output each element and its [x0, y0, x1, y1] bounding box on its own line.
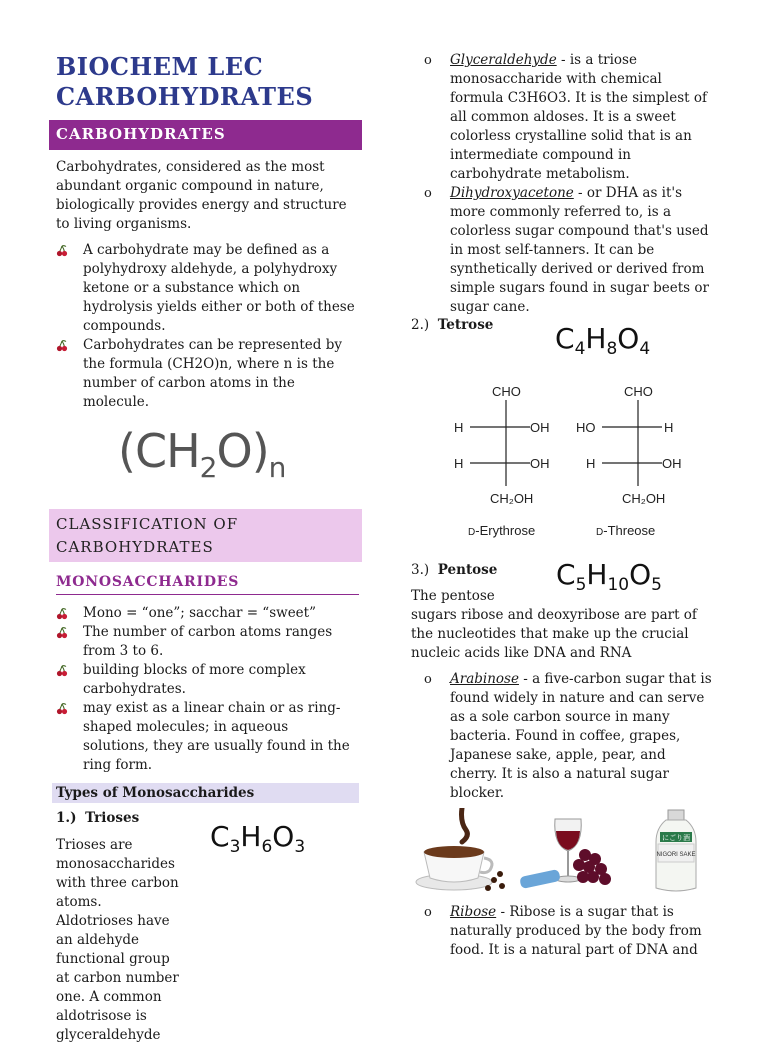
- sake-label-top: にごり酒: [662, 834, 690, 842]
- glossary-term: Glyceraldehyde: [450, 52, 557, 68]
- cherry-icon: [56, 245, 68, 257]
- mono-bullet-list: [56, 604, 356, 775]
- erythrose-ch2oh-label: CH₂OH: [490, 491, 534, 506]
- threose-h-label: H: [664, 420, 674, 435]
- pentose-heading: [411, 561, 497, 580]
- circle-bullet-icon: o: [424, 905, 432, 920]
- erythrose-cho-label: CHO: [492, 384, 521, 399]
- bullet-text: A carbohydrate may be defined as a polyhydroxy aldehyde, a polyhydroxy ketone or a substance which on hydrolysis yields either or both of these compounds.: [83, 242, 355, 334]
- formula-subscript: 6: [261, 837, 273, 857]
- sake-bottle-image: [652, 808, 700, 894]
- cherry-icon: [56, 340, 68, 352]
- formula-subscript: 8: [606, 339, 618, 359]
- formula-part: H: [585, 322, 607, 355]
- section-number: 3.): [411, 562, 430, 578]
- pentose-paragraph: [411, 587, 711, 663]
- term-definition: - is a triose monosaccharide with chemical formula C3H6O3. It is the simplest of all common aldoses. It is a sweet colorless crystalline solid that is an intermediate compound in carbohydrate metabolism.: [450, 52, 708, 182]
- wine-grapes-image: [515, 815, 625, 895]
- term-definition: - Ribose is a sugar that is naturally produced by the body from food. It is a natural part of DNA and: [450, 904, 702, 958]
- page-title: [56, 52, 356, 112]
- cherry-icon: [56, 608, 68, 620]
- tetrose-formula: [555, 322, 650, 359]
- coffee-cup-image: [410, 808, 510, 894]
- circle-bullet-icon: o: [424, 672, 432, 687]
- threose-oh-label: OH: [662, 456, 682, 471]
- formula-part: C: [556, 558, 576, 591]
- bullet-text: may exist as a linear chain or as ring-shaped molecules; in aqueous solutions, they are usually found in the ring form.: [83, 700, 350, 773]
- glossary-term: Dihydroxyacetone: [450, 185, 574, 201]
- term-definition: - or DHA as it's more commonly referred to, is a colorless sugar compound that's used in most self-tanners. It can be synthetically derived or derived from simple sugars found in sugar beets or sugar cane.: [450, 185, 709, 315]
- types-heading: Types of Monosaccharides: [52, 783, 359, 803]
- list-item: [412, 903, 712, 960]
- intro-bullet-list: [56, 241, 356, 412]
- circle-bullet-icon: o: [424, 186, 432, 201]
- section-label: Trioses: [85, 810, 140, 826]
- erythrose-oh-label: OH: [530, 456, 550, 471]
- trioses-paragraph: Trioses are monosaccharides with three carbon atoms. Aldotrioses have an aldehyde functional group at carbon number one. A common aldotrisose is glyceraldehyde: [56, 837, 179, 1043]
- list-item: [56, 623, 356, 661]
- bullet-text: building blocks of more complex carbohydrates.: [83, 662, 306, 697]
- intro-paragraph: Carbohydrates, considered as the most abundant organic compound in nature, biologically provides energy and structure to living organisms.: [56, 159, 347, 232]
- section-number: 2.): [411, 317, 430, 333]
- cherry-icon: [56, 703, 68, 715]
- erythrose-h-label: H: [454, 420, 464, 435]
- cherry-icon: [56, 627, 68, 639]
- general-formula: [118, 424, 285, 484]
- title-line-1: BIOCHEM LEC: [56, 52, 264, 81]
- title-line-2: CARBOHYDRATES: [56, 82, 314, 111]
- circle-bullet-icon: o: [424, 53, 432, 68]
- formula-subscript: 5: [651, 575, 662, 595]
- erythrose-oh-label: OH: [530, 420, 550, 435]
- trioses-text: [56, 836, 346, 1045]
- threose-name: D-Threose: [596, 523, 656, 538]
- section-label: Tetrose: [437, 317, 494, 333]
- formula-part: O: [617, 322, 640, 355]
- bullet-text: Carbohydrates can be represented by the formula (CH2O)n, where n is the number of carbon atoms in the molecule.: [83, 337, 342, 410]
- sake-label: NIGORI SAKE: [656, 852, 696, 858]
- bullet-text: Mono = “one”; sacchar = “sweet”: [83, 605, 317, 621]
- formula-part: H: [586, 558, 608, 591]
- formula-part: C: [210, 820, 230, 853]
- bullet-text: The number of carbon atoms ranges from 3 to 6.: [83, 624, 333, 659]
- cherry-icon: [56, 665, 68, 677]
- formula-subscript: 5: [575, 575, 587, 595]
- formula-subscript: n: [268, 451, 286, 484]
- list-item: [56, 604, 356, 623]
- formula-part: H: [240, 820, 262, 853]
- glossary-term: Arabinose: [450, 671, 519, 687]
- list-item: [56, 699, 356, 775]
- carbohydrates-banner: CARBOHYDRATES: [49, 120, 362, 150]
- formula-part: O: [272, 820, 295, 853]
- formula-subscript: 10: [607, 575, 630, 595]
- formula-subscript: 4: [639, 339, 651, 359]
- monosaccharides-heading: MONOSACCHARIDES: [56, 574, 359, 595]
- list-item: [56, 336, 356, 412]
- list-item: [56, 241, 356, 336]
- term-definition: - a five-carbon sugar that is found widely in nature and can serve as a sole carbon source in many bacteria. Found in coffee, grapes, Japanese sake, apple, pear, and cherry. It is also a natural sugar blocker.: [450, 671, 712, 801]
- tetrose-heading: [411, 316, 493, 335]
- list-item: [412, 670, 712, 803]
- formula-subscript: 3: [229, 837, 241, 857]
- list-item: [412, 184, 712, 317]
- tetrose-fischer-diagram: [440, 378, 690, 548]
- erythrose-h-label: H: [454, 456, 464, 471]
- threose-ch2oh-label: CH₂OH: [622, 491, 666, 506]
- list-item: [56, 661, 356, 699]
- formula-subscript: 2: [199, 451, 217, 484]
- erythrose-name: D-Erythrose: [468, 523, 536, 538]
- formula-part: C: [555, 322, 575, 355]
- formula-part: O: [629, 558, 652, 591]
- list-item: [412, 51, 712, 184]
- threose-cho-label: CHO: [624, 384, 653, 399]
- section-number: 1.): [56, 810, 77, 826]
- pentose-text-rest: sugars ribose and deoxyribose are part of the nucleotides that make up the crucial nucleic acids like DNA and RNA: [411, 607, 697, 661]
- classification-banner: CLASSIFICATION OF CARBOHYDRATES: [49, 509, 362, 562]
- ribose-list: [412, 903, 712, 960]
- trioses-heading: [56, 809, 139, 828]
- section-label: Pentose: [437, 562, 498, 578]
- arabinose-list: [412, 670, 712, 803]
- threose-ho-label: HO: [576, 420, 596, 435]
- glossary-term: Ribose: [450, 904, 497, 920]
- triose-examples-list: [412, 51, 712, 317]
- formula-part: O): [216, 424, 269, 478]
- formula-subscript: 3: [294, 837, 306, 857]
- formula-subscript: 4: [574, 339, 586, 359]
- formula-part: (CH: [118, 424, 200, 478]
- pentose-text-line1: The pentose: [411, 588, 495, 604]
- threose-h-label: H: [586, 456, 596, 471]
